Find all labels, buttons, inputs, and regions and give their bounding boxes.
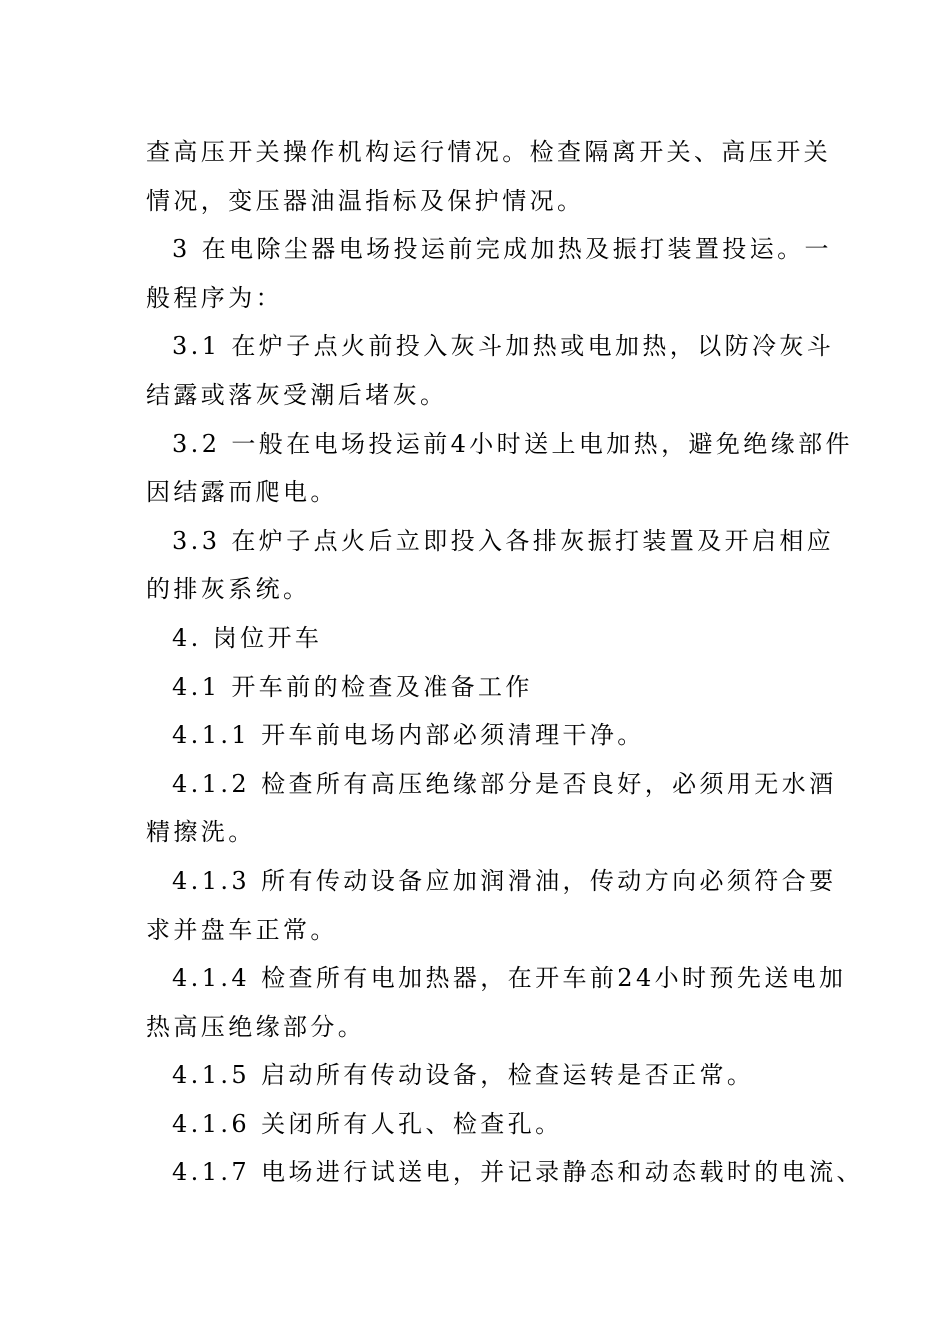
text-line: 4.1.6 关闭所有人孔、检查孔。 — [172, 1109, 563, 1138]
document-body — [146, 128, 864, 1197]
text-line: 4.1.7 电场进行试送电，并记录静态和动态载时的电流、 — [172, 1158, 864, 1187]
text-line: 查高压开关操作机构运行情况。检查隔离开关、高压开关 — [146, 138, 831, 166]
text-line: 4.1.1 开车前电场内部必须清理干净。 — [172, 721, 645, 750]
text-line: 4.1.5 启动所有传动设备，检查运转是否正常。 — [172, 1061, 755, 1090]
text-line: 热高压绝缘部分。 — [146, 1012, 366, 1041]
text-line: 4.1.3 所有传动设备应加润滑油，传动方向必须符合要 — [172, 866, 837, 895]
text-line: 4.1 开车前的检查及准备工作 — [172, 672, 533, 701]
text-line: 3.1 在炉子点火前投入灰斗加热或电加热，以防冷灰斗 — [172, 332, 835, 361]
text-line: 结露或落灰受潮后堵灰。 — [146, 380, 448, 409]
text-line: 4.1.2 检查所有高压绝缘部分是否良好，必须用无水酒 — [172, 769, 837, 798]
text-line: 情况，变压器油温指标及保护情况。 — [146, 186, 585, 215]
text-line: 4.1.4 检查所有电加热器，在开车前24小时预先送电加 — [172, 964, 847, 993]
text-line: 3.2 一般在电场投运前4小时送上电加热，避免绝缘部件 — [172, 429, 853, 458]
text-line: 3 在电除尘器电场投运前完成加热及振打装置投运。一 — [172, 235, 832, 264]
text-line: 求并盘车正常。 — [146, 915, 338, 944]
text-line: 因结露而爬电。 — [146, 478, 338, 507]
text-line: 3.3 在炉子点火后立即投入各排灰振打装置及开启相应 — [172, 526, 835, 555]
text-line: 4. 岗位开车 — [172, 623, 323, 652]
text-line: 精擦洗。 — [146, 818, 256, 847]
text-line: 般程序为： — [146, 283, 283, 312]
text-line: 的排灰系统。 — [146, 575, 311, 604]
